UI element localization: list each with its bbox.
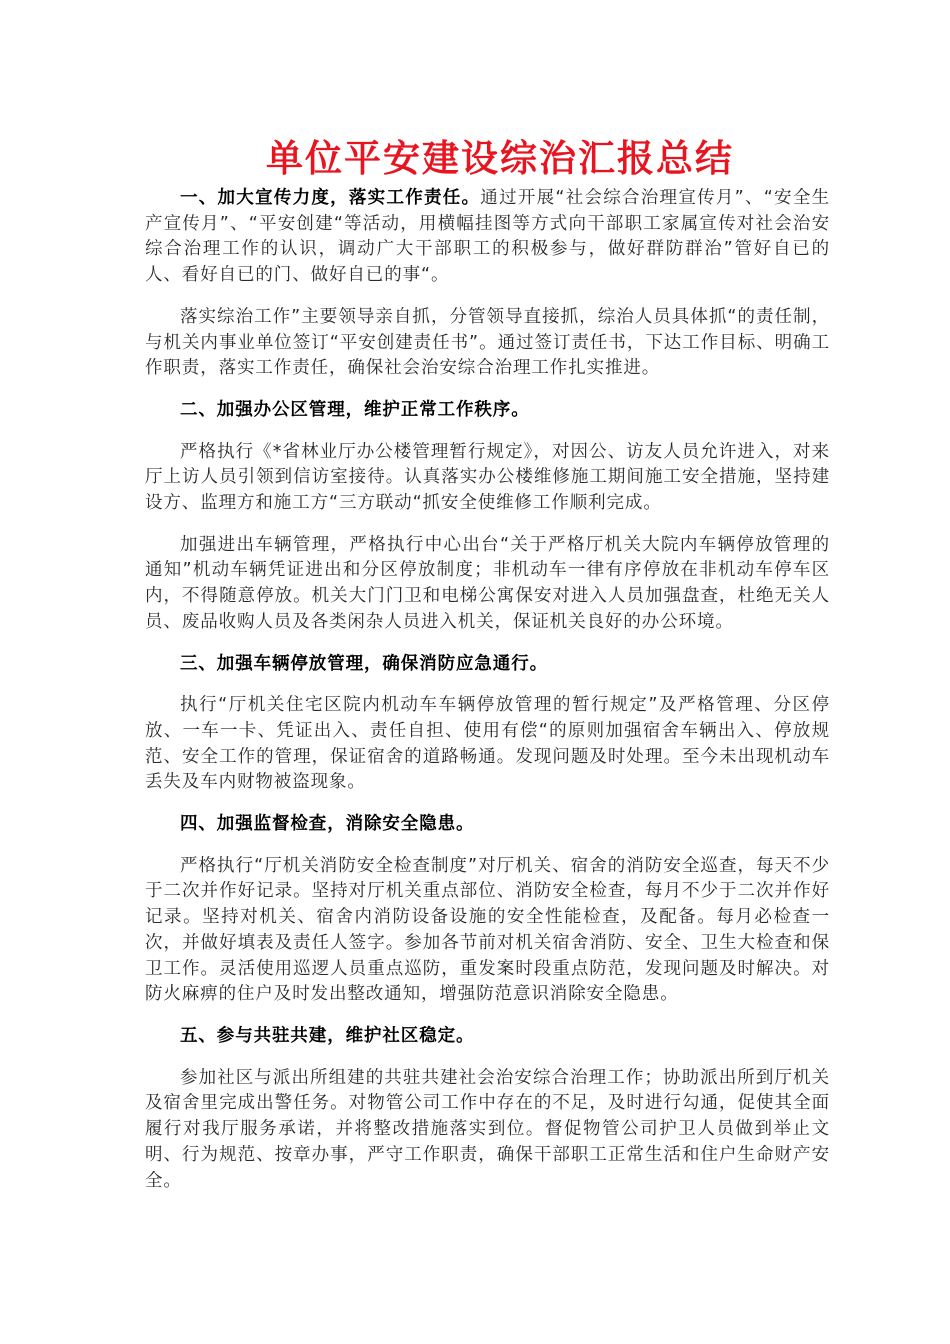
section-2-heading: 二、加强办公区管理，维护正常工作秩序。: [180, 399, 530, 420]
section-4-paragraph-1: 严格执行“厅机关消防安全检查制度”对厅机关、宿舍的消防安全巡查，每天不少于二次并作好记录。坚持对厅机关重点部位、消防安全检查，每月不少于二次并作好记录。坚持对机关、宿舍内消防设备设施的安全性能检查，及配备。每月必检查一次，并做好填表及责任人签字。参加各节前对机关宿舍消防、安全、卫生大检查和保卫工作。灵活使用巡逻人员重点巡防，重发案时段重点防范，发现问题及时解决。对防火麻痹的住户及时发出整改通知，增强防范意识消除安全隐患。: [145, 855, 830, 1005]
section-4-heading: 四、加强监督检查，消除安全隐患。: [180, 814, 475, 835]
section-3-heading: 三、加强车辆停放管理，确保消防应急通行。: [180, 653, 548, 674]
document-title: 单位平安建设综治汇报总结: [266, 136, 734, 180]
section-1-paragraph-2: 落实综治工作”主要领导亲自抓，分管领导直接抓，综治人员具体抓“的责任制，与机关内事业单位签订“平安创建责任书”。通过签订责任书，下达工作目标、明确工作职责，落实工作责任，确保社会治安综合治理工作扎实推进。: [145, 306, 830, 379]
section-1-text-1: 通过开展“社会综合治理宣传月”、“安全生产宣传月”、“平安创建“等活动，用横幅挂图等方式向干部职工家属宣传对社会治安综合治理工作的认识，调动广大干部职工的积极参与，做好群防群治”管好自已的人、看好自已的门、做好自已的事“。: [145, 188, 830, 286]
section-2-paragraph-2: 加强进出车辆管理，严格执行中心出台“关于严格厅机关大院内车辆停放管理的通知”机动车辆凭证进出和分区停放制度；非机动车一律有序停放在非机动车停车区内，不得随意停放。机关大门门卫和电梯公寓保安对进入人员加强盘查，杜绝无关人员、废品收购人员及各类闲杂人员进入机关，保证机关良好的办公环境。: [145, 534, 830, 632]
section-5-paragraph-1: 参加社区与派出所组建的共驻共建社会治安综合治理工作；协助派出所到厅机关及宿舍里完成出警任务。对物管公司工作中存在的不足，及时进行勾通，促使其全面履行对我厅服务承诺，并将整改措施落实到位。督促物管公司护卫人员做到举止文明、行为规范、按章办事，严守工作职责，确保干部职工正常生活和住户生命财产安全。: [145, 1067, 830, 1191]
section-2-paragraph-1: 严格执行《*省林业厅办公楼管理暂行规定》，对因公、访友人员允许进入，对来厅上访人员引领到信访室接待。认真落实办公楼维修施工期间施工安全措施，坚持建设方、监理方和施工方“三方联动“抓安全使维修工作顺利完成。: [145, 441, 830, 514]
section-1-paragraph-1: [145, 186, 830, 289]
section-5-heading: 五、参与共驻共建，维护社区稳定。: [180, 1025, 475, 1046]
section-3-paragraph-1: 执行“厅机关住宅区院内机动车车辆停放管理的暂行规定”及严格管理、分区停放、一车一卡、凭证出入、责任自担、使用有偿“的原则加强宿舍车辆出入、停放规范、安全工作的管理，保证宿舍的道路畅通。发现问题及时处理。至今未出现机动车丢失及车内财物被盗现象。: [145, 695, 830, 793]
section-1-heading: 一、加大宣传力度，落实工作责任。: [180, 188, 481, 208]
document-body: [145, 186, 830, 1210]
